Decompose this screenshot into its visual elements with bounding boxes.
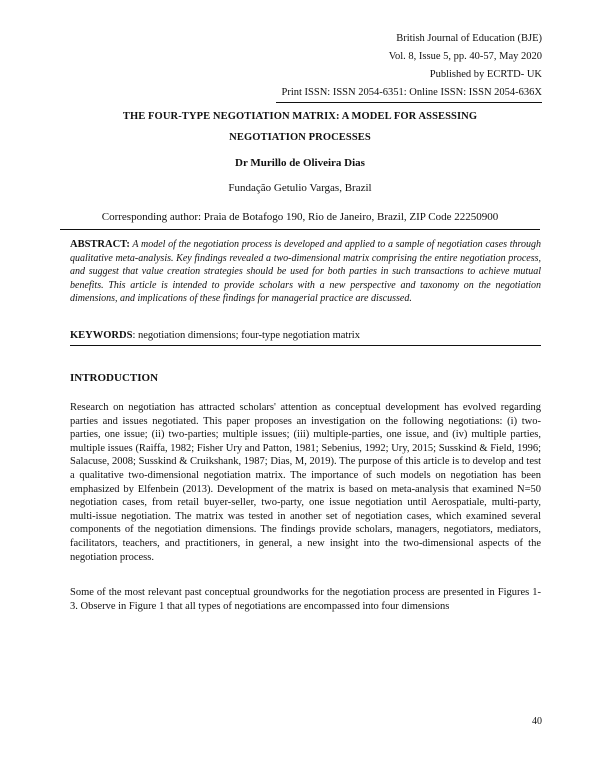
body-paragraph-1: Research on negotiation has attracted scholars' attention as conceptual development has evolved regarding parties and issues negotiated. This paper proposes an investigation on the following negotiations: (i) two-parties, one issue; (ii) two-parties; multiple issues; (iii) multiple-parties, one issue, and (iv) multiple parties, multiple issues (Raiffa, 1982; Fisher Ury and Patton, 1981; Sebenius, 1992; Ury, 2015; Susskind & Field, 1996; Salacuse, 2008; Susskind & Cruikshank, 1987; Dias, M, 2019). The purpose of this article is to develop and test a qualitative two-dimensional negotiation matrix. The importance of such models on negotiation has been emphasized by Elfenbein (2013). Development of the matrix is based on meta-analysis that examined N=50 negotiation cases, from retail buyer-seller, two-party, one issue negotiation until Aerospatiale, multi-party, multi-issue negotiation. The matrix was tested in another set of negotiation cases, which examined several components of the negotiation dimensions. The findings provide scholars, managers, negotiators, mediators, facilitators, teachers, and practitioners, in general, a new insight into the two-dimensional aspects of the negotiation process.: [70, 402, 541, 563]
keywords-label: KEYWORDS: [70, 330, 133, 341]
author-affiliation: Fundação Getulio Vargas, Brazil: [228, 182, 372, 194]
title-line-1: THE FOUR-TYPE NEGOTIATION MATRIX: A MODEL FOR ASSESSING: [122, 111, 478, 122]
section-heading-introduction: INTRODUCTION: [70, 372, 159, 384]
author-name: Dr Murillo de Oliveira Dias: [235, 157, 365, 169]
body-paragraph-2: Some of the most relevant past conceptual groundworks for the negotiation process are presented in Figures 1-3. Observe in Figure 1 that all types of negotiations are encompassed into four dimensions: [70, 587, 541, 612]
publisher-info: Published by ECRTD- UK: [429, 69, 542, 80]
paper-title: [60, 106, 540, 148]
abstract-text: A model of the negotiation process is developed and applied to a sample of negotiation cases through qualitative meta-analysis. Key findings revealed a two-dimensional matrix comprising the entire negotiation process, and suggest that value creation strategies should be used for both parties in such transactions to achieve mutual benefits. This article is intended to provide scholars with a new perspective and taxonomy on the negotiation dimensions, and implications of these findings for managerial practice are discussed.: [70, 239, 541, 305]
abstract-label: ABSTRACT:: [70, 239, 130, 250]
title-line-2: NEGOTIATION PROCESSES: [229, 132, 371, 143]
issn-info: Print ISSN: ISSN 2054-6351: Online ISSN: ISSN 2054-636X: [276, 84, 543, 103]
corresponding-author: Corresponding author: Praia de Botafogo 190, Rio de Janeiro, Brazil, ZIP Code 22250900: [60, 211, 540, 230]
keywords-text: : negotiation dimensions; four-type negotiation matrix: [132, 330, 360, 341]
journal-name: British Journal of Education (BJE): [396, 33, 542, 44]
keywords-block: [70, 330, 541, 346]
journal-header: [276, 30, 543, 103]
abstract-block: [70, 238, 541, 306]
volume-info: Vol. 8, Issue 5, pp. 40-57, May 2020: [388, 51, 542, 62]
page-number: 40: [532, 716, 542, 727]
